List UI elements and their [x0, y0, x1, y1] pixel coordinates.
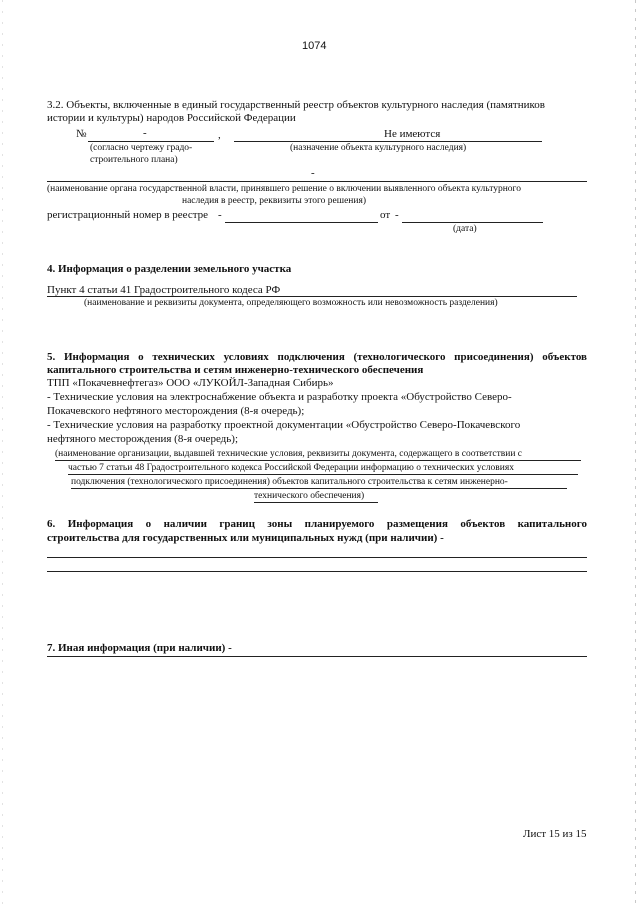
scan-right-edge [635, 0, 636, 905]
section-5-caption-underline1 [55, 460, 581, 461]
section-5-caption-line2: частью 7 статьи 48 Градостроительного кодекса Российской Федерации информацию о технических условиях [68, 463, 514, 473]
caption-purpose: (назначение объекта культурного наследия) [290, 143, 467, 153]
section-3-2-heading-line2: истории и культуры) народов Российской Федерации [47, 112, 296, 124]
section-5-line5: нефтяного месторождения (8-я очередь); [47, 433, 239, 445]
reg-value: - [218, 209, 222, 221]
authority-underline [47, 181, 587, 182]
caption-plan-line1: (согласно чертежу градо- [90, 143, 193, 153]
section-6-heading-line2: строительства для государственных или муниципальных нужд (при наличии) - [47, 532, 444, 544]
section-4-heading: 4. Информация о разделении земельного участка [47, 263, 292, 275]
section-5-caption-line3: подключения (технологического присоединения) объектов капитального строительства к сетям инженерно- [71, 477, 508, 487]
scan-left-edge [2, 0, 3, 905]
caption-date: (дата) [453, 224, 477, 234]
section-5-caption-underline4 [254, 502, 378, 503]
from-label: от [380, 209, 391, 221]
reg-underline [225, 222, 378, 223]
number-sign: № [76, 128, 87, 140]
section-7-heading: 7. Иная информация (при наличии) - [47, 642, 232, 654]
section-5-caption-underline3 [71, 488, 567, 489]
page-number: 1074 [302, 40, 327, 52]
section-6-heading-line1: 6. Информация о наличии границ зоны планируемого размещения объектов капитального [47, 518, 587, 530]
purpose-value: Не имеются [384, 128, 441, 140]
sheet-counter: Лист 15 из 15 [523, 828, 587, 840]
section-4-caption: (наименование и реквизиты документа, определяющего возможность или невозможность разделения) [84, 298, 498, 308]
reg-label: регистрационный номер в реестре [47, 209, 209, 221]
section-5-caption-underline2 [68, 474, 578, 475]
from-value: - [395, 209, 399, 221]
section-5-heading-line2: капитального строительства и сетям инженерно-технического обеспечения [47, 364, 424, 376]
section-5-line2: - Технические условия на электроснабжение объекта и разработку проекта «Обустройство Северо- [47, 391, 512, 403]
number-value: - [143, 127, 147, 139]
caption-authority-line2: наследия в реестр, реквизиты этого решения) [182, 196, 367, 206]
section-5-line3: Покачевского нефтяного месторождения (8-я очередь); [47, 405, 305, 417]
section-4-value: Пункт 4 статьи 41 Градостроительного кодеса РФ [47, 284, 281, 296]
section-5-caption-line4: технического обеспечения) [254, 491, 365, 501]
section-7-underline [47, 656, 587, 657]
caption-plan-line2: строительного плана) [90, 155, 178, 165]
section-5-heading-line1: 5. Информация о технических условиях подключения (технологического присоединения) объектов [47, 351, 587, 363]
section-6-blank-line2 [47, 571, 587, 572]
section-3-2-heading-line1: 3.2. Объекты, включенные в единый государственный реестр объектов культурного наследия (памятников [47, 99, 545, 111]
section-5-line1: ТПП «Покачевнефтегаз» ООО «ЛУКОЙЛ-Западная Сибирь» [47, 377, 334, 389]
section-5-line4: - Технические условия на разработку проектной документации «Обустройство Северо-Покачевского [47, 419, 521, 431]
section-5-caption-line1: (наименование организации, выдавшей технические условия, реквизиты документа, содержащего в соответствии с [55, 449, 522, 459]
section-6-blank-line1 [47, 557, 587, 558]
caption-authority-line1: (наименование органа государственной власти, принявшего решение о включении выявленного объекта культурного [47, 184, 521, 194]
comma: , [218, 129, 221, 141]
authority-value: - [311, 167, 315, 179]
